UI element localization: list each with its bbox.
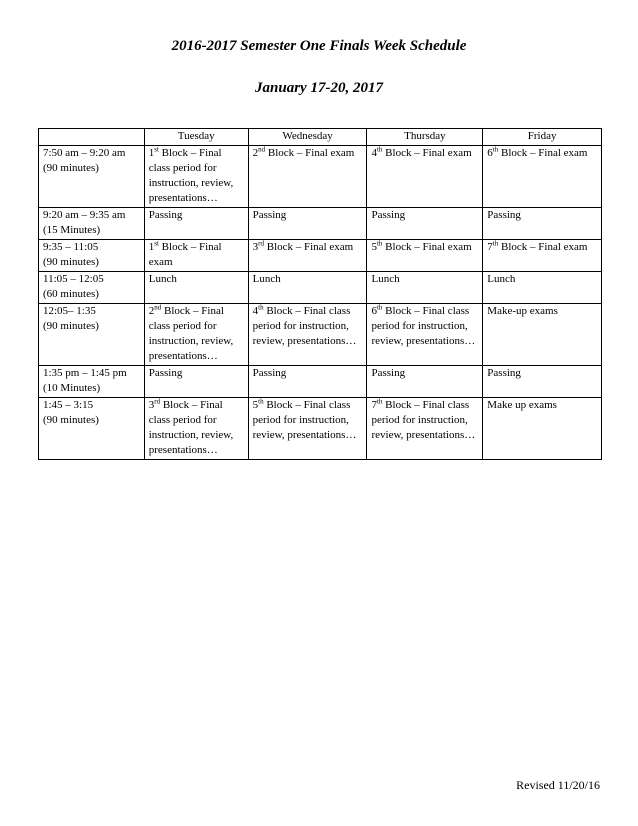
block-ordinal-suffix: rd: [258, 239, 264, 248]
time-range: 1:45 – 3:15: [43, 399, 94, 411]
schedule-cell: [367, 304, 483, 366]
table-row: [39, 240, 602, 272]
time-duration: (90 minutes): [43, 162, 99, 174]
cell-text: Lunch: [371, 273, 400, 285]
table-row: [39, 304, 602, 366]
schedule-cell: [483, 398, 602, 460]
block-number: 7: [371, 399, 377, 411]
block-ordinal-suffix: th: [376, 239, 383, 248]
schedule-cell: [483, 146, 602, 208]
block-ordinal-suffix: rd: [154, 397, 161, 406]
time-range: 12:05– 1:35: [43, 305, 96, 317]
cell-text: Block – Final class period for instruction, review, presentations…: [371, 305, 476, 347]
schedule-cell: [144, 272, 248, 304]
block-number: 5: [252, 399, 259, 411]
block-ordinal-suffix: th: [376, 145, 383, 154]
block-ordinal-suffix: th: [376, 303, 383, 312]
cell-text: Make up exams: [487, 399, 557, 411]
time-duration: (90 minutes): [43, 320, 99, 332]
cell-text: Block – Final class period for instruction, review, presentations…: [371, 399, 476, 441]
schedule-cell: [367, 240, 483, 272]
block-ordinal-suffix: nd: [154, 303, 162, 312]
schedule-cell: [248, 208, 367, 240]
schedule-cell: [483, 240, 602, 272]
time-duration: (90 minutes): [43, 414, 99, 426]
cell-text: Block – Final exam: [382, 147, 472, 159]
block-number: 6: [487, 147, 493, 159]
time-cell: [39, 366, 145, 398]
cell-text: Passing: [487, 367, 521, 379]
block-number: 5: [371, 241, 377, 253]
cell-text: Block – Final exam: [263, 241, 354, 253]
schedule-cell: [483, 304, 602, 366]
time-range: 7:50 am – 9:20 am: [43, 147, 126, 159]
time-duration: (60 minutes): [43, 288, 99, 300]
schedule-cell: [144, 240, 248, 272]
cell-text: Block – Final class period for instruction, review, presentations…: [252, 305, 357, 347]
time-duration: (90 minutes): [43, 256, 99, 268]
cell-text: Block – Final exam: [265, 147, 355, 159]
schedule-cell: [248, 240, 367, 272]
block-number: 2: [148, 305, 155, 317]
table-row: [39, 208, 602, 240]
cell-text: Lunch: [487, 273, 516, 285]
block-number: 4: [252, 305, 259, 317]
time-range: 9:20 am – 9:35 am: [43, 209, 126, 221]
header-corner-cell: [39, 129, 145, 146]
time-cell: [39, 240, 145, 272]
schedule-cell: [483, 366, 602, 398]
schedule-cell: [144, 304, 248, 366]
cell-text: Passing: [148, 209, 183, 221]
table-row: [39, 146, 602, 208]
schedule-cell: [248, 272, 367, 304]
header-cell-day: Wednesday: [248, 129, 367, 146]
schedule-cell: [483, 208, 602, 240]
cell-text: Block – Final class period for instruction, review, presentations…: [148, 305, 234, 362]
time-duration: (15 Minutes): [43, 224, 101, 236]
time-range: 1:35 pm – 1:45 pm: [43, 367, 127, 379]
cell-text: Block – Final exam: [498, 241, 588, 253]
time-cell: [39, 398, 145, 460]
header-row: [39, 129, 602, 146]
schedule-cell: [248, 398, 367, 460]
cell-text: Make-up exams: [487, 305, 558, 317]
block-number: 1: [148, 241, 155, 253]
schedule-table-body: [39, 129, 602, 460]
schedule-cell: [248, 146, 367, 208]
cell-text: Passing: [487, 209, 521, 221]
schedule-cell: [144, 366, 248, 398]
time-duration: (10 Minutes): [43, 382, 101, 394]
header-cell-day: Thursday: [367, 129, 483, 146]
block-ordinal-suffix: st: [154, 145, 159, 154]
schedule-cell: [367, 272, 483, 304]
block-number: 7: [487, 241, 493, 253]
revised-date: Revised 11/20/16: [516, 778, 600, 792]
block-number: 6: [371, 305, 377, 317]
time-cell: [39, 304, 145, 366]
time-cell: [39, 272, 145, 304]
block-ordinal-suffix: th: [492, 145, 499, 154]
table-row: [39, 366, 602, 398]
block-ordinal-suffix: nd: [258, 145, 266, 154]
block-ordinal-suffix: th: [258, 397, 264, 406]
cell-text: Block – Final exam: [498, 147, 588, 159]
block-number: 3: [252, 241, 259, 253]
header-cell-day: Friday: [483, 129, 602, 146]
time-cell: [39, 208, 145, 240]
cell-text: Lunch: [148, 273, 177, 285]
cell-text: Block – Final exam: [148, 241, 222, 268]
block-ordinal-suffix: th: [492, 239, 499, 248]
schedule-cell: [144, 208, 248, 240]
cell-text: Block – Final exam: [382, 241, 472, 253]
cell-text: Passing: [371, 367, 406, 379]
cell-text: Block – Final class period for instruction, review, presentations…: [148, 147, 234, 204]
page-title: 2016-2017 Semester One Finals Week Schedule: [171, 38, 467, 54]
schedule-table: [38, 128, 602, 460]
schedule-cell: [144, 146, 248, 208]
cell-text: Passing: [252, 209, 287, 221]
cell-text: Passing: [148, 367, 183, 379]
table-row: [39, 272, 602, 304]
block-number: 2: [252, 147, 259, 159]
schedule-cell: [248, 304, 367, 366]
block-ordinal-suffix: st: [154, 239, 159, 248]
page-subtitle: January 17-20, 2017: [255, 80, 383, 96]
block-number: 1: [148, 147, 155, 159]
time-range: 9:35 – 11:05: [43, 241, 99, 253]
schedule-cell: [367, 208, 483, 240]
block-ordinal-suffix: th: [258, 303, 264, 312]
block-number: 3: [148, 399, 155, 411]
cell-text: Passing: [371, 209, 406, 221]
cell-text: Block – Final class period for instruction, review, presentations…: [148, 399, 234, 456]
time-range: 11:05 – 12:05: [43, 273, 104, 285]
header-cell-day: Tuesday: [144, 129, 248, 146]
schedule-cell: [144, 398, 248, 460]
schedule-cell: [483, 272, 602, 304]
block-ordinal-suffix: th: [376, 397, 383, 406]
schedule-cell: [367, 146, 483, 208]
cell-text: Lunch: [252, 273, 281, 285]
schedule-cell: [367, 366, 483, 398]
time-cell: [39, 146, 145, 208]
table-row: [39, 398, 602, 460]
schedule-cell: [367, 398, 483, 460]
cell-text: Passing: [252, 367, 287, 379]
block-number: 4: [371, 147, 377, 159]
schedule-cell: [248, 366, 367, 398]
cell-text: Block – Final class period for instruction, review, presentations…: [252, 399, 357, 441]
